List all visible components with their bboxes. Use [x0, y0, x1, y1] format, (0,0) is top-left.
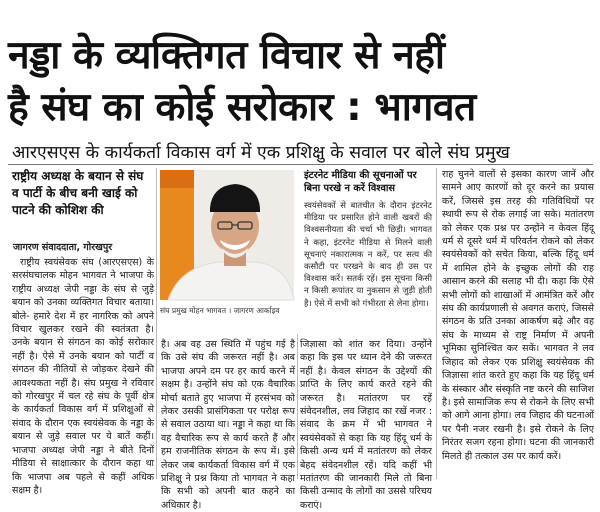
inset-body-text: स्वयंसेवकों से बातचीत के दौरान इंटरनेट मीडिया पर प्रसारित होने वाली खबरों की विश्वसनीयता की चर्चा भी छिड़ी। भागवत ने कहा, इंटरनेट मीडिया से मिलने वाली सूचनाएं नकारात्मक न करें, पर सत्य की कसौटी पर परखने के बाद ही उस पर विश्वास करें। सतर्क रहें। इस सूचना किसी न किसी रूपांतर या नुकसान से जुड़ी होती है। ऐसे में सभी को गंभीरता से लेना होगा। [304, 200, 432, 308]
photo-caption: संघ प्रमुख मोहन भागवत । जागरण आर्काइव [160, 306, 280, 315]
left-kicker: राष्ट्रीय अध्यक्ष के बयान से संघ व पार्टी के बीच बनी खाई को पाटने की कोशिश की [12, 169, 144, 217]
mid-right-body-text: जिज्ञासा को शांत कर दिया। उन्होंने कहा कि इस पर ध्यान देने की जरूरत नहीं है। केवल संगठन के उद्देश्यों की प्राप्ति के लिए कार्य करते रहने की जरूरत है। मतांतरण पर रहें संवेदनशील, लव जिहाद का रखें नजर : संवाद के क्रम में भी भागवत ने स्वयंसेवकों से कहा कि यह हिंदू धर्म के किसी अन्य धर्म में मतांतरण को लेकर बेहद संवेदनशील रहें। यदि कहीं भी मतांतरण की जानकारी मिले तो बिना किसी उन्माद के लोगों का उससे परिचय कराएं। [300, 339, 432, 511]
right-body-column [442, 168, 594, 479]
left-body-column [12, 256, 154, 496]
column-divider-right [436, 168, 437, 479]
column-divider [156, 168, 157, 479]
byline: जागरण संवाददाता, गोरखपुर [13, 242, 113, 253]
headline-line-1: नड्डा के व्यक्तिगत विचार से नहीं [8, 33, 445, 78]
mid-right-body-column [300, 338, 432, 511]
photo-mohan-bhagwat [160, 170, 294, 300]
right-body-text: राह चुनने वालों से इसका कारण जानें और सामने आए कारणों को दूर करने का प्रयास करें, जिससे इस तरह की गतिविधियों पर स्थायी रूप से रोक लगाई जा सके। मतांतरण को लेकर एक प्रश्न पर उन्होंने न केवल हिंदू धर्म से दूसरे धर्म में परिवर्तन रोकने को लेकर स्वयंसेवकों को सचेत किया, बल्कि हिंदू धर्म में शामिल होने के इच्छुक लोगों की राह आसान करने की सलाह भी दी। कहा कि ऐसे सभी लोगों को शाखाओं में आमंत्रित करें और संघ की कार्यप्रणाली से अवगत कराएं, जिससे संगठन के प्रति उनका आकर्षण बढ़े और वह संघ के माध्यम से राष्ट्र निर्माण में अपनी भूमिका सुनिश्चित कर सकें। भागवत ने लव जिहाद को लेकर एक प्रशिक्षु स्वयंसेवक की जिज्ञासा शांत करते हुए कहा कि यह हिंदू धर्म के संस्कार और संस्कृति नष्ट करने की साजिश है। इसे सामाजिक रूप से रोकने के लिए सभी को आगे आना होगा। लव जिहाद की घटनाओं पर पैनी नजर रखनी है। इसे रोकने के लिए निरंतर सजग रहना होगा। घटना की जानकारी मिलते ही तत्काल उस पर कार्य करें। [442, 169, 594, 462]
inset-body-column [304, 199, 432, 329]
subheadline: आरएसएस के कार्यकर्ता विकास वर्ग में एक प्रशिक्षु के सवाल पर बोले संघ प्रमुख [12, 143, 510, 163]
column-divider-mid [297, 334, 298, 479]
divider-rule [8, 164, 593, 165]
headline-line-2: है संघ का कोई सरोकार : भागवत [8, 85, 476, 130]
portrait-illustration [160, 170, 294, 300]
left-body-text: राष्ट्रीय स्वयंसेवक संघ (आरएसएस) के सरसंघचालक मोहन भागवत ने भाजपा के राष्ट्रीय अध्यक्ष जेपी नड्डा के संघ से जुड़े बयान को उनका व्यक्तिगत विचार बताया। बोले- हमारे देश में हर नागरिक को अपने विचार खुलकर रखने की स्वतंत्रता है। उनके बयान से संगठन का कोई सरोकार नहीं है। ऐसे में उनके बयान को पार्टी व संगठन की नीतियों से जोड़कर देखने की आवश्यकता नहीं है। संघ प्रमुख ने रविवार को गोरखपुर में चल रहे संघ के पूर्वी क्षेत्र के कार्यकर्ता विकास वर्ग में प्रशिक्षुओं से संवाद के दौरान एक स्वयंसेवक के नड्डा के बयान से जुड़े सवाल पर ये बातें कहीं। भाजपा अध्यक्ष जेपी नड्डा ने बीते दिनों मीडिया से साक्षात्कार के दौरान कहा था कि भाजपा अब पहले से कहीं अधिक सक्षम है। [12, 257, 154, 496]
inset-title: इंटरनेट मीडिया की सूचनाओं पर बिना परखे न करें विश्वास [304, 170, 417, 194]
mid-left-body-text: है। अब वह उस स्थिति में पहुंच गई है कि उसे संघ की जरूरत नहीं है। अब भाजपा अपने दम पर हर कार्य करने में सक्षम है। उन्होंने संघ को एक वैचारिक मोर्चा बताते हुए भाजपा में हरसंभव को लेकर उसकी प्रासंगिकता पर परोक्ष रूप से सवाल उठाया था। नड्डा ने कहा था कि वह वैचारिक रूप से कार्य करते हैं और हम राजनीतिक संगठन के रूप में। इसे लेकर जब कार्यकर्ता विकास वर्ग में एक प्रशिक्षु ने प्रश्न किया तो भागवत ने कहा कि सभी को अपनी बात कहने का अधिकार है। [161, 339, 295, 511]
mid-left-body-column [161, 338, 295, 511]
headline [8, 30, 596, 134]
